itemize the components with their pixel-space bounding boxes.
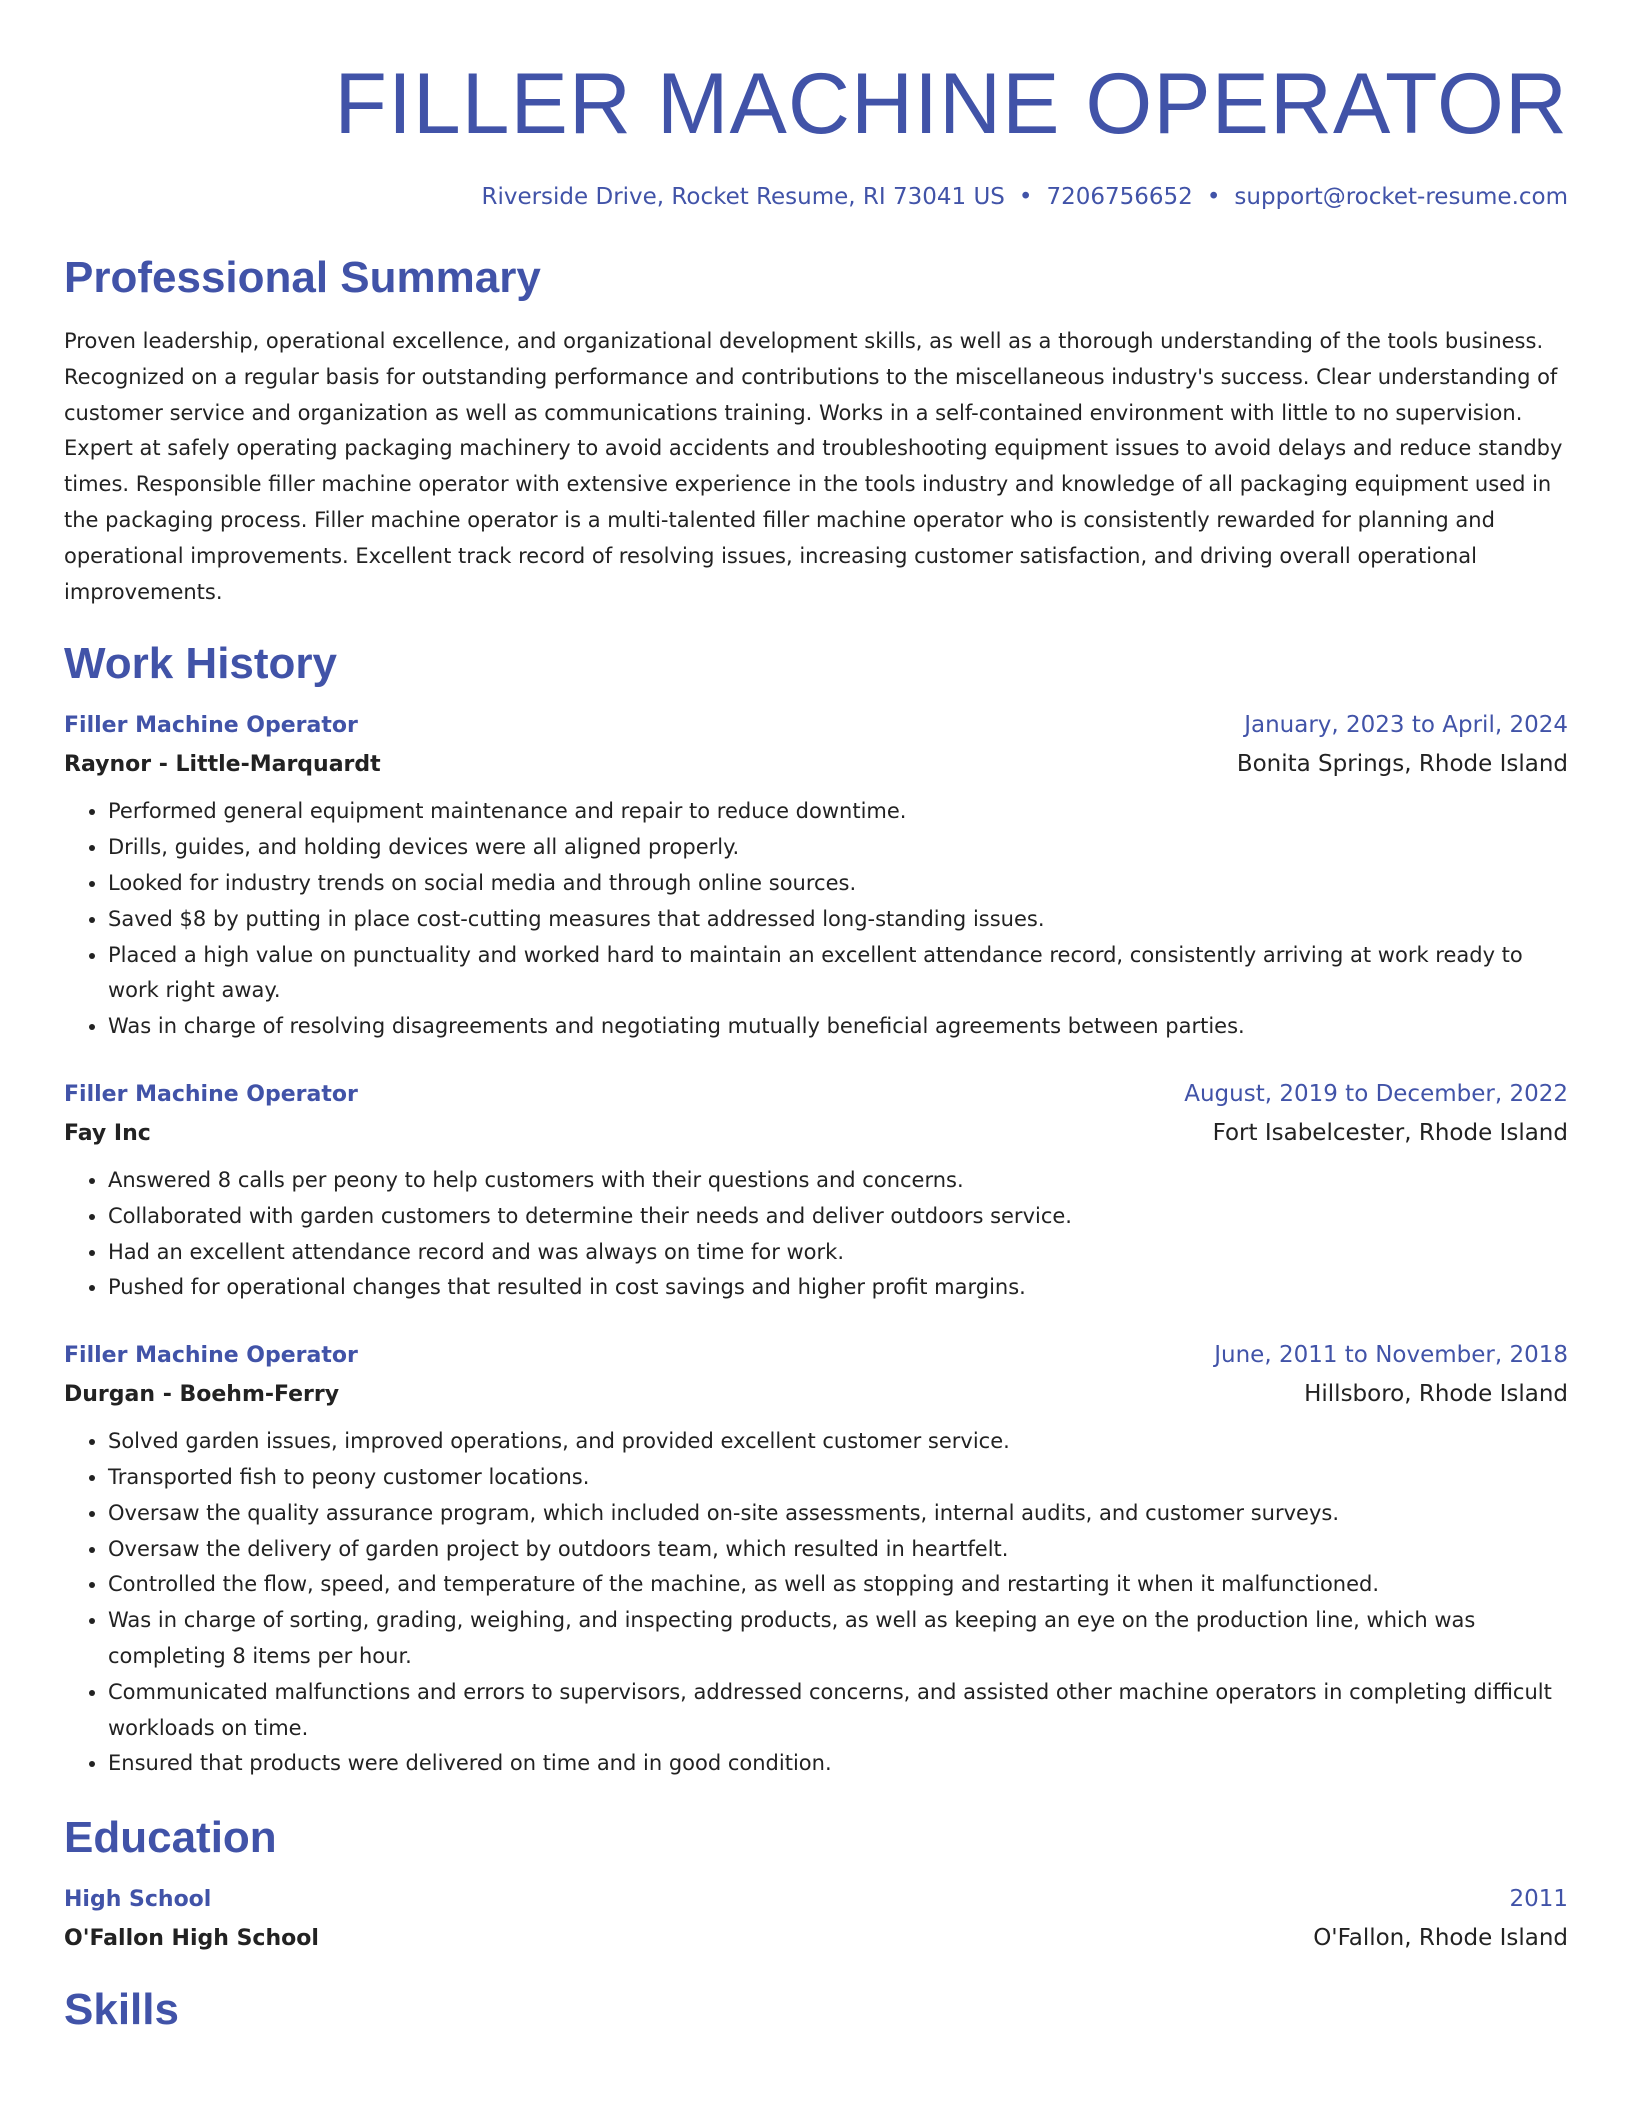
job-bullets	[64, 1163, 1568, 1306]
job-title-row	[64, 710, 1568, 741]
list-item: • Performed general equipment maintenance and repair to reduce downtime.	[108, 794, 1568, 830]
school-name: O'Fallon High School	[64, 1926, 319, 1952]
work-history-heading: Work History	[64, 639, 338, 689]
contact-phone: 7206756652	[1046, 184, 1193, 210]
company-row	[64, 1379, 1568, 1410]
job-title: Filler Machine Operator	[64, 1343, 358, 1369]
list-item: • Oversaw the delivery of garden project by outdoors team, which resulted in heartfelt.	[108, 1532, 1568, 1568]
list-item: • Drills, guides, and holding devices were all aligned properly.	[108, 830, 1568, 866]
list-item: • Saved $8 by putting in place cost-cutting measures that addressed long-standing issues.	[108, 902, 1568, 938]
degree: High School	[64, 1887, 212, 1913]
company-row	[64, 749, 1568, 780]
contact-address: Riverside Drive, Rocket Resume, RI 73041 US	[481, 184, 1005, 210]
list-item: • Had an excellent attendance record and was always on time for work.	[108, 1235, 1568, 1271]
job-bullets	[64, 1424, 1568, 1782]
job-entry	[64, 1079, 1568, 1306]
job-dates: August, 2019 to December, 2022	[1184, 1080, 1568, 1107]
job-bullets	[64, 794, 1568, 1045]
job-location: Hillsboro, Rhode Island	[1304, 1381, 1568, 1408]
company-name: Durgan - Boehm-Ferry	[64, 1382, 340, 1408]
education-heading: Education	[64, 1813, 277, 1863]
contact-separator: •	[1206, 184, 1221, 210]
list-item: • Transported fish to peony customer locations.	[108, 1460, 1568, 1496]
candidate-name: FILLER MACHINE OPERATOR	[334, 56, 1568, 152]
skills-heading: Skills	[64, 1985, 179, 2035]
contact-separator: •	[1018, 184, 1033, 210]
list-item: • Placed a high value on punctuality and worked hard to maintain an excellent attendance record, consistently arriving at work ready to work right away.	[108, 938, 1568, 1010]
school-row	[64, 1923, 1568, 1954]
resume-header	[64, 0, 1568, 212]
job-entry	[64, 1340, 1568, 1782]
job-entry	[64, 710, 1568, 1045]
graduation-year: 2011	[1509, 1886, 1568, 1913]
job-dates: June, 2011 to November, 2018	[1214, 1342, 1568, 1369]
school-location: O'Fallon, Rhode Island	[1313, 1925, 1568, 1952]
company-name: Fay Inc	[64, 1120, 151, 1146]
list-item: • Oversaw the quality assurance program, which included on-site assessments, internal audits, and customer surveys.	[108, 1496, 1568, 1532]
company-row	[64, 1118, 1568, 1149]
job-dates: January, 2023 to April, 2024	[1244, 712, 1568, 739]
list-item: • Ensured that products were delivered on time and in good condition.	[108, 1746, 1568, 1782]
list-item: • Answered 8 calls per peony to help customers with their questions and concerns.	[108, 1163, 1568, 1199]
job-location: Bonita Springs, Rhode Island	[1236, 751, 1568, 778]
job-title-row	[64, 1079, 1568, 1110]
summary-text: Proven leadership, operational excellence, and organizational development skills, as well as a thorough understanding of the tools business. Recognized on a regular basis for outstanding performance and contributions to the miscellaneous industry's success. Clear understanding of customer service and organization as well as communications training. Works in a self-contained environment with little to no supervision. Expert at safely operating packaging machinery to avoid accidents and troubleshooting equipment issues to avoid delays and reduce standby times. Responsible filler machine operator with extensive experience in the tools industry and knowledge of all packaging equipment used in the packaging process. Filler machine operator is a multi-talented filler machine operator who is consistently rewarded for planning and operational improvements. Excellent track record of resolving issues, increasing customer satisfaction, and driving overall operational improvements.	[64, 329, 1563, 604]
list-item: • Collaborated with garden customers to determine their needs and deliver outdoors service.	[108, 1199, 1568, 1235]
contact-line	[64, 182, 1568, 212]
list-item: • Looked for industry trends on social media and through online sources.	[108, 866, 1568, 902]
job-title: Filler Machine Operator	[64, 713, 358, 739]
job-title: Filler Machine Operator	[64, 1081, 358, 1107]
list-item: • Communicated malfunctions and errors to supervisors, addressed concerns, and assisted other machine operators in completing difficult workloads on time.	[108, 1675, 1568, 1747]
list-item: • Solved garden issues, improved operations, and provided excellent customer service.	[108, 1424, 1568, 1460]
list-item: • Was in charge of resolving disagreements and negotiating mutually beneficial agreements between parties.	[108, 1009, 1568, 1045]
list-item: • Controlled the flow, speed, and temperature of the machine, as well as stopping and restarting it when it malfunctioned.	[108, 1567, 1568, 1603]
contact-email: support@rocket-resume.com	[1234, 184, 1568, 210]
job-location: Fort Isabelcester, Rhode Island	[1212, 1119, 1568, 1146]
list-item: • Pushed for operational changes that resulted in cost savings and higher profit margins.	[108, 1270, 1568, 1306]
degree-row	[64, 1884, 1568, 1915]
list-item: • Was in charge of sorting, grading, weighing, and inspecting products, as well as keeping an eye on the production line, which was completing 8 items per hour.	[108, 1603, 1568, 1675]
job-title-row	[64, 1340, 1568, 1371]
education-entry	[64, 1884, 1568, 1954]
summary-heading: Professional Summary	[64, 253, 541, 302]
company-name: Raynor - Little-Marquardt	[64, 752, 381, 778]
